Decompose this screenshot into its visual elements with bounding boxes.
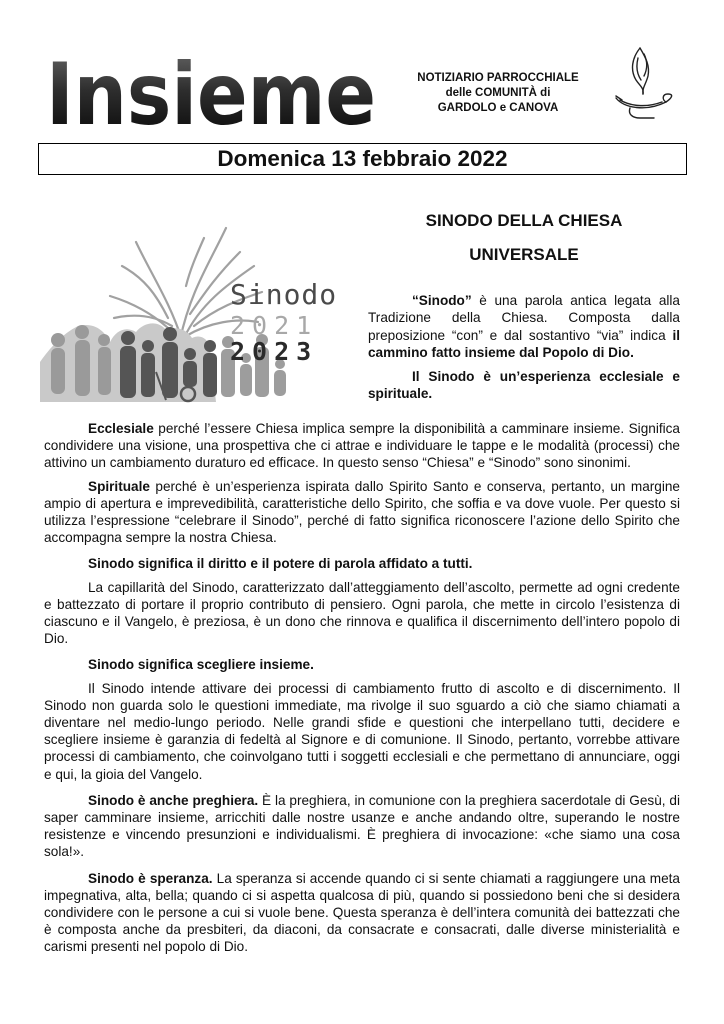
- masthead-title-text: Insieme: [46, 45, 376, 145]
- logo-word: Sinodo: [230, 278, 338, 311]
- paragraph-ecclesiale: [44, 420, 680, 472]
- subtitle-line-2: delle COMUNITÀ di: [445, 87, 551, 99]
- paragraph-preghiera: [44, 792, 680, 861]
- article-title-line-1: SINODO DELLA CHIESA: [425, 211, 623, 230]
- intro-term: “Sinodo”: [412, 293, 472, 308]
- intro-paragraph-1: [368, 292, 680, 361]
- logo-year-end: 2023: [230, 337, 319, 366]
- subtitle-line-1: NOTIZIARIO PARROCCHIALE: [417, 72, 579, 84]
- masthead-subtitle: [400, 71, 596, 116]
- oil-lamp-flame-icon: [610, 44, 678, 122]
- intro-text: è una parola antica legata alla Tradizione della Chiesa. Composta dalla preposizione “con” e dal sostantivo “via” indica: [368, 293, 680, 343]
- article-body: [44, 420, 680, 956]
- paragraph-lead: Spirituale: [88, 478, 150, 494]
- article-title: [368, 204, 680, 272]
- masthead-title: [44, 45, 380, 145]
- article-title-line-2: UNIVERSALE: [469, 245, 579, 264]
- paragraph-lead: Ecclesiale: [88, 421, 154, 436]
- paragraph-lead: Sinodo è anche preghiera.: [88, 792, 259, 808]
- paragraph-speranza: [44, 870, 680, 956]
- logo-year-start: 2021: [230, 311, 319, 340]
- heading-text: Sinodo significa il diritto e il potere di parola affidato a tutti.: [88, 556, 473, 572]
- intro-paragraph-2: [368, 368, 680, 403]
- paragraph-text: La capillarità del Sinodo, caratterizzato dall’atteggiamento dell’ascolto, permette ad ogni credente e battezzato di portare il proprio contributo di pensiero. Ogni parola, che mette in circolo l’esistenza di ciascuno e il Vangelo, è preziosa, è un dono che rinnova e qualifica il discernimento dell’intero popolo di Dio.: [44, 579, 680, 647]
- paragraph-lead: Sinodo è speranza.: [88, 870, 213, 886]
- paragraph-text: perché l’essere Chiesa implica sempre la disponibilità a camminare insieme. Significa condividere una visione, una prospettiva che ci attrae e individuare le tappe e le modalità (processi) che attivino un cambiamento duraturo ed efficace. In questo senso “Chiesa” e “Sinodo” sono sinonimi.: [44, 421, 680, 471]
- paragraph-text: È la preghiera, in comunione con la preghiera sacerdotale di Gesù, di saper camminare insieme, arricchiti dalle nostre usanze e anche andando oltre, superando le nostre resistenze e vincendo presunzioni e individualismi. È preghiera di invocazione: «che siamo una cosa sola!».: [44, 792, 680, 860]
- article-intro: [368, 292, 680, 403]
- issue-date: Domenica 13 febbraio 2022: [217, 146, 508, 171]
- issue-date-box: [38, 143, 687, 175]
- subtitle-line-3: GARDOLO e CANOVA: [437, 102, 559, 114]
- paragraph-text: La speranza si accende quando ci si sente chiamati a raggiungere una meta impegnativa, alta, bella; quando ci si aspetta qualcosa di più, quando si possiedono beni che si desidera condividere con le persone a cui si vuole bene. Questa speranza è dell’intera comunità dei battezzati che è composta anche da presbiteri, da diaconi, da consacrate e consacrati, dalle diverse ministerialità e carismi presenti nel popolo di Dio.: [44, 870, 680, 955]
- paragraph-text: Il Sinodo intende attivare dei processi di cambiamento frutto di ascolto e di discernimento. Il Sinodo non guarda solo le questioni immediate, ma rivolge il suo sguardo a ciò che siamo chiamati a diventare nel medio-lungo periodo. Nelle grandi sfide e questioni che interpellano tutti, decidere e scegliere insieme è garanzia di fedeltà al Signore e di comunione. Il Sinodo, pertanto, vorrebbe attivare processi di cambiamento, che coinvolgano tutti i soggetti ecclesiali e che permettano di annunciare, oggi e qui, la gioia del Vangelo.: [44, 680, 680, 782]
- intro-emphasis: il cammino fatto insieme dal Popolo di Dio.: [368, 327, 680, 360]
- heading-text: Sinodo significa scegliere insieme.: [88, 657, 314, 673]
- intro-statement: Il Sinodo è un’esperienza ecclesiale e spirituale.: [368, 369, 680, 402]
- synod-logo: [40, 222, 358, 402]
- paragraph-spirituale: [44, 478, 680, 547]
- section-heading: [44, 656, 680, 673]
- section-heading: [44, 555, 680, 572]
- paragraph-text: perché è un’esperienza ispirata dallo Spirito Santo e conserva, pertanto, un margine ampio di apertura e imprevedibilità, caratteristiche dello Spirito, che soffia e va dove vuole. Per questo si utilizza l’espressione “celebrare il Sinodo”, perché di fatto significa riconoscere l’azione dello Spirito che accompagna sempre la nostra Chiesa.: [44, 478, 680, 546]
